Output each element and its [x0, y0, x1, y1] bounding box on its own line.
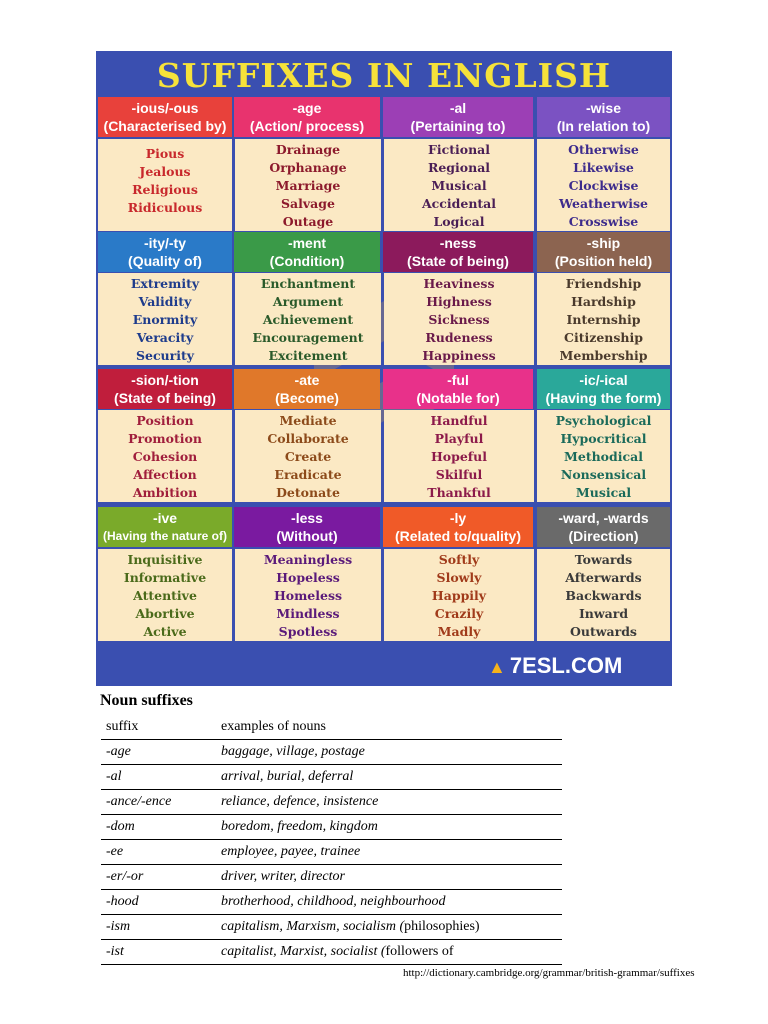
example-word: Hypocritical	[560, 431, 647, 446]
example-word: Afterwards	[565, 570, 642, 585]
example-word: Excitement	[268, 348, 348, 363]
example-word: Heaviness	[423, 276, 495, 291]
example-word: Religious	[132, 182, 198, 197]
example-word: Happily	[431, 588, 487, 603]
site-logo	[488, 653, 658, 679]
poster-header	[98, 507, 232, 547]
examples-text: capitalism, Marxism, socialism (	[221, 919, 405, 934]
poster-header	[537, 369, 670, 409]
example-word: Hardship	[571, 294, 636, 309]
suffix-label: -ive	[152, 510, 178, 526]
example-word: Citizenship	[564, 330, 643, 345]
example-cell	[537, 273, 670, 365]
noun-suffix-table	[101, 715, 562, 965]
example-cell	[98, 273, 232, 365]
poster-header	[98, 369, 232, 409]
example-word: Membership	[559, 348, 648, 363]
example-word: Detonate	[276, 485, 340, 500]
suffix-label: -ward, -wards	[558, 510, 649, 526]
table-row	[101, 865, 562, 890]
suffix-label: -ate	[294, 372, 320, 388]
example-word: Ridiculous	[127, 200, 203, 215]
suffix-cell: -ist	[101, 940, 216, 965]
example-cell	[235, 273, 381, 365]
suffix-meaning: (In relation to)	[556, 118, 651, 134]
example-word: Clockwise	[568, 178, 639, 193]
examples-cell	[216, 840, 562, 865]
suffix-label: -ity/-ty	[144, 235, 186, 251]
examples-cell	[216, 915, 562, 940]
suffix-cell: -ee	[101, 840, 216, 865]
example-word: Security	[135, 348, 195, 363]
example-word: Otherwise	[568, 142, 639, 157]
example-word: Madly	[437, 624, 481, 639]
example-word: Sickness	[428, 312, 490, 327]
example-word: Musical	[431, 178, 487, 193]
examples-cell	[216, 865, 562, 890]
suffix-cell: -age	[101, 740, 216, 765]
example-word: Skilful	[435, 467, 483, 482]
example-word: Homeless	[273, 588, 343, 603]
example-word: Enormity	[132, 312, 198, 327]
poster-header	[383, 369, 533, 409]
suffix-meaning: (Condition)	[269, 253, 345, 269]
table-row	[101, 765, 562, 790]
examples-cell	[216, 740, 562, 765]
poster-title: SUFFIXES IN ENGLISH	[156, 56, 612, 95]
poster-header	[537, 507, 670, 547]
example-word: Validity	[138, 294, 192, 309]
example-cell	[384, 273, 534, 365]
table-row	[101, 940, 562, 965]
suffix-label: -ic/-ical	[579, 372, 628, 388]
table-row	[101, 740, 562, 765]
examples-text: baggage, village, postage	[221, 744, 365, 759]
example-word: Slowly	[436, 570, 482, 585]
poster-header	[98, 232, 232, 272]
example-word: Happiness	[422, 348, 496, 363]
example-word: Friendship	[565, 276, 642, 291]
example-word: Accidental	[421, 196, 497, 211]
example-word: Fictional	[427, 142, 491, 157]
suffix-label: -ment	[287, 235, 327, 251]
suffix-meaning: (Quality of)	[128, 253, 202, 269]
example-word: Crazily	[434, 606, 484, 621]
examples-text: brotherhood, childhood, neighbourhood	[221, 894, 446, 909]
example-word: Handful	[430, 413, 488, 428]
example-word: Logical	[433, 214, 485, 229]
example-word: Encouragement	[252, 330, 364, 345]
examples-cell	[216, 940, 562, 965]
example-word: Abortive	[135, 606, 195, 621]
suffix-label: -sion/-tion	[131, 372, 199, 388]
examples-text: boredom, freedom, kingdom	[221, 819, 378, 834]
example-word: Achievement	[262, 312, 354, 327]
examples-text: employee, payee, trainee	[221, 844, 361, 859]
example-word: Musical	[575, 485, 632, 500]
suffix-cell: -ism	[101, 915, 216, 940]
example-word: Argument	[272, 294, 344, 309]
example-word: Regional	[427, 160, 491, 175]
example-word: Inward	[578, 606, 629, 621]
example-word: Jealous	[139, 164, 191, 179]
example-word: Promotion	[128, 431, 202, 446]
logo-text: 7ESL.COM	[509, 653, 623, 678]
example-word: Orphanage	[269, 160, 347, 175]
example-word: Thankful	[427, 485, 491, 500]
example-word: Active	[143, 624, 187, 639]
table-row	[101, 915, 562, 940]
examples-text: capitalist, Marxist, socialist (	[221, 944, 386, 959]
example-word: Marriage	[275, 178, 341, 193]
suffix-cell: -hood	[101, 890, 216, 915]
example-word: Collaborate	[267, 431, 349, 446]
poster-header	[383, 97, 533, 137]
example-word: Outwards	[570, 624, 637, 639]
example-word: Pious	[145, 146, 185, 161]
suffix-cell: -al	[101, 765, 216, 790]
example-word: Towards	[574, 552, 633, 567]
examples-cell	[216, 890, 562, 915]
example-cell	[235, 549, 381, 641]
example-cell	[384, 139, 534, 231]
example-word: Psychological	[555, 413, 652, 428]
suffix-meaning: (Without)	[276, 528, 338, 544]
suffix-label: -ness	[439, 235, 477, 251]
example-word: Crosswise	[568, 214, 639, 229]
example-cell	[235, 139, 381, 231]
suffix-cell: -er/-or	[101, 865, 216, 890]
table-header-row	[101, 715, 562, 740]
suffix-meaning: (Related to/quality)	[394, 528, 521, 544]
source-url: http://dictionary.cambridge.org/grammar/british-grammar/suffixes	[403, 967, 695, 979]
suffix-label: -ful	[447, 372, 469, 388]
suffix-meaning: (Notable for)	[416, 390, 500, 406]
example-word: Playful	[434, 431, 484, 446]
example-word: Spotless	[278, 624, 338, 639]
table-row	[101, 790, 562, 815]
example-word: Hopeful	[430, 449, 488, 464]
example-word: Nonsensical	[560, 467, 647, 482]
suffix-meaning: (Position held)	[554, 253, 653, 269]
example-word: Informative	[123, 570, 207, 585]
example-word: Weatherwise	[559, 196, 648, 211]
suffix-label: -ship	[586, 235, 621, 251]
poster-header	[98, 97, 232, 137]
graduation-cap-icon: ▲	[488, 657, 506, 677]
suffix-meaning: (Characterised by)	[103, 118, 227, 134]
example-word: Mediate	[279, 413, 337, 428]
examples-cell	[216, 790, 562, 815]
example-word: Meaningless	[263, 552, 353, 567]
suffix-label: -wise	[585, 100, 621, 116]
suffix-label: -al	[449, 100, 467, 116]
example-word: Extremity	[130, 276, 200, 291]
example-word: Eradicate	[274, 467, 342, 482]
poster-header	[383, 232, 533, 272]
examples-text: arrival, burial, deferral	[221, 769, 354, 784]
suffix-meaning: (Pertaining to)	[410, 118, 506, 134]
example-word: Likewise	[573, 160, 634, 175]
suffix-label: -ious/-ous	[131, 100, 199, 116]
example-word: Internship	[566, 312, 641, 327]
poster-header	[234, 97, 380, 137]
poster-header	[537, 97, 670, 137]
example-cell	[537, 410, 670, 502]
example-cell	[98, 410, 232, 502]
suffix-label: -less	[291, 510, 323, 526]
poster-header	[537, 232, 670, 272]
example-word: Position	[136, 413, 194, 428]
example-word: Hopeless	[276, 570, 340, 585]
example-word: Cohesion	[132, 449, 198, 464]
example-word: Rudeness	[425, 330, 493, 345]
example-cell	[537, 139, 670, 231]
example-cell	[98, 139, 232, 231]
example-cell	[98, 549, 232, 641]
suffix-meaning: (Direction)	[568, 528, 639, 544]
example-word: Create	[284, 449, 332, 464]
suffix-poster	[96, 51, 672, 686]
table-row	[101, 840, 562, 865]
suffix-label: -ly	[449, 510, 467, 526]
example-word: Backwards	[565, 588, 642, 603]
example-word: Salvage	[281, 196, 335, 211]
example-cell	[537, 549, 670, 641]
suffix-meaning: (Action/ process)	[249, 118, 365, 134]
poster-header	[234, 232, 380, 272]
poster-header	[234, 369, 380, 409]
example-word: Outage	[282, 214, 334, 229]
suffix-meaning: (State of being)	[407, 253, 509, 269]
example-word: Ambition	[132, 485, 198, 500]
suffix-meaning: (Become)	[275, 390, 339, 406]
example-cell	[235, 410, 381, 502]
column-header: suffix	[101, 715, 216, 740]
column-header: examples of nouns	[216, 715, 562, 740]
examples-cell	[216, 765, 562, 790]
examples-note: followers of	[385, 944, 454, 959]
suffix-meaning: (Having the nature of)	[102, 529, 227, 543]
suffix-meaning: (State of being)	[114, 390, 216, 406]
example-word: Inquisitive	[127, 552, 203, 567]
example-word: Veracity	[136, 330, 194, 345]
example-word: Highness	[426, 294, 492, 309]
examples-text: driver, writer, director	[221, 869, 345, 884]
examples-note: philosophies)	[404, 919, 480, 934]
example-word: Attentive	[133, 588, 197, 603]
example-cell	[384, 410, 534, 502]
table-row	[101, 890, 562, 915]
examples-cell	[216, 815, 562, 840]
example-cell	[384, 549, 534, 641]
example-word: Drainage	[275, 142, 341, 157]
poster-header	[234, 507, 380, 547]
example-word: Mindless	[276, 606, 340, 621]
table-row	[101, 815, 562, 840]
suffix-cell: -ance/-ence	[101, 790, 216, 815]
example-word: Enchantment	[260, 276, 356, 291]
suffix-label: -age	[292, 100, 322, 116]
examples-text: reliance, defence, insistence	[221, 794, 379, 809]
poster-header	[383, 507, 533, 547]
suffix-meaning: (Having the form)	[545, 390, 662, 406]
noun-suffixes-title: Noun suffixes	[100, 692, 193, 709]
suffix-cell: -dom	[101, 815, 216, 840]
example-word: Softly	[438, 552, 480, 567]
example-word: Affection	[133, 467, 197, 482]
example-word: Methodical	[564, 449, 643, 464]
